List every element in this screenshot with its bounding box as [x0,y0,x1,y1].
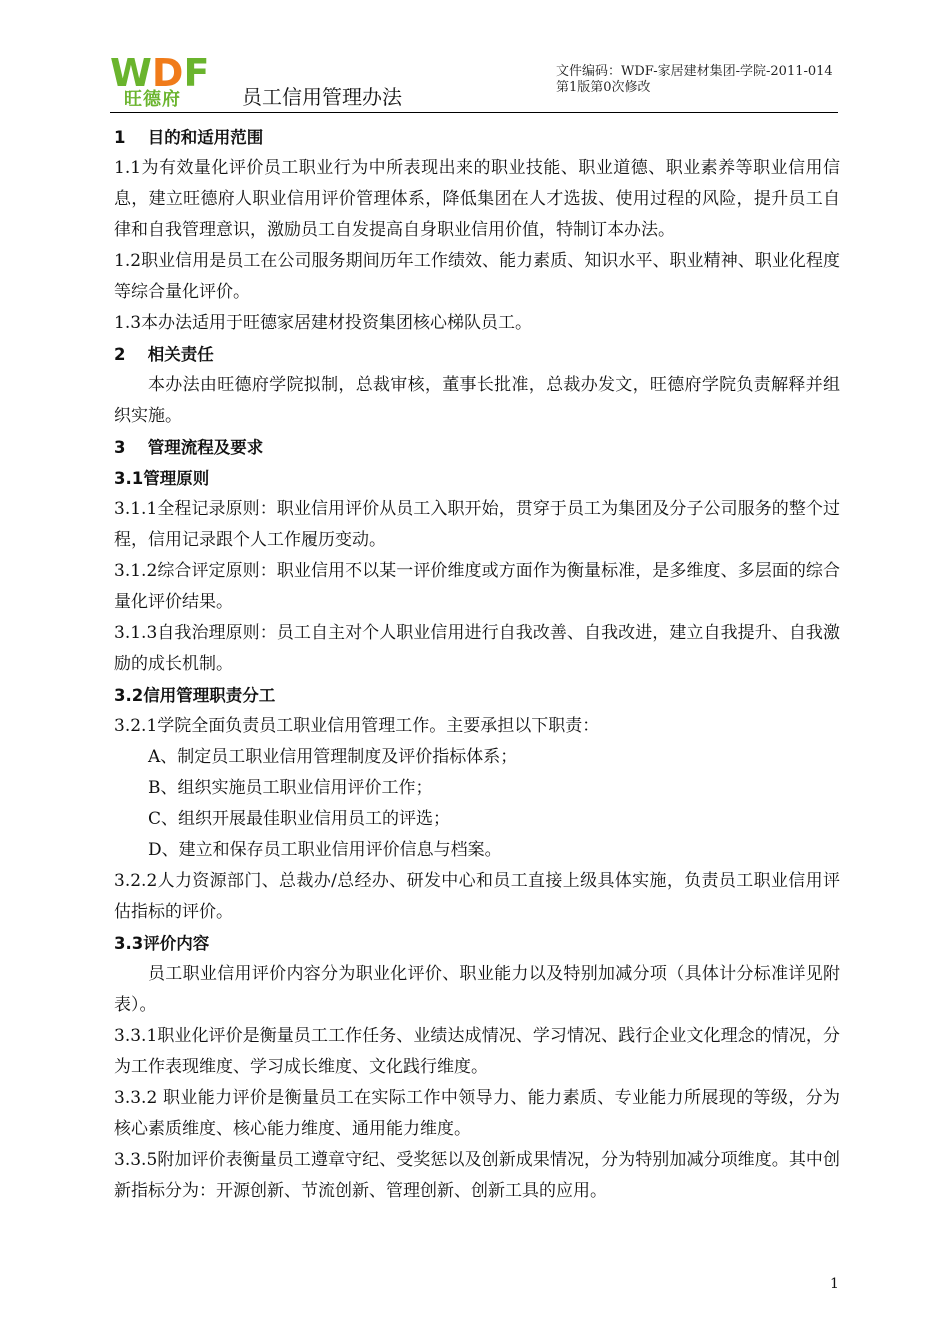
paragraph: 3.3.2 职业能力评价是衡量员工在实际工作中领导力、能力素质、专业能力所展现的等级，分为核心素质维度、核心能力维度、通用能力维度。 [114,1088,840,1139]
list-item: B、组织实施员工职业信用评价工作； [148,778,433,798]
subsection-heading: 3.2信用管理职责分工 [114,686,276,705]
paragraph: 员工职业信用评价内容分为职业化评价、职业能力以及特别加减分项（具体计分标准详见附表）。 [114,964,840,1015]
paragraph: 3.2.1学院全面负责员工职业信用管理工作。主要承担以下职责： [114,716,600,736]
list-item: A、制定员工职业信用管理制度及评价指标体系； [148,747,518,767]
subsection-heading: 3.1管理原则 [114,469,210,488]
page-number: 1 [830,1276,839,1292]
company-logo [110,51,215,112]
section-heading: 3 管理流程及要求 [114,438,264,457]
document-meta [556,64,833,96]
section-heading: 1 目的和适用范围 [114,128,264,147]
list-item: C、组织开展最佳职业信用员工的评选； [148,809,451,829]
document-title: 员工信用管理办法 [242,85,402,109]
logo-chinese-name: 旺德府 [124,89,181,110]
subsection-heading: 3.3评价内容 [114,934,210,953]
section-heading: 2 相关责任 [114,345,214,364]
document-revision: 第1版第0次修改 [556,80,651,95]
paragraph: 本办法由旺德府学院拟制，总裁审核，董事长批准，总裁办发文，旺德府学院负责解释并组织实施。 [114,375,840,426]
list-item: D、建立和保存员工职业信用评价信息与档案。 [148,840,502,860]
paragraph: 3.3.5附加评价表衡量员工遵章守纪、受奖惩以及创新成果情况，分为特别加减分项维度。其中创新指标分为：开源创新、节流创新、管理创新、创新工具的应用。 [114,1150,840,1201]
paragraph: 1.2职业信用是员工在公司服务期间历年工作绩效、能力素质、知识水平、职业精神、职业化程度等综合量化评价。 [114,251,840,302]
paragraph: 3.1.3自我治理原则：员工自主对个人职业信用进行自我改善、自我改进，建立自我提升、自我激励的成长机制。 [114,623,840,674]
paragraph: 3.3.1职业化评价是衡量员工工作任务、业绩达成情况、学习情况、践行企业文化理念的情况，分为工作表现维度、学习成长维度、文化践行维度。 [114,1026,840,1077]
paragraph: 3.1.1全程记录原则：职业信用评价从员工入职开始，贯穿于员工为集团及分子公司服务的整个过程，信用记录跟个人工作履历变动。 [114,499,840,550]
paragraph: 3.1.2综合评定原则：职业信用不以某一评价维度或方面作为衡量标准，是多维度、多层面的综合量化评价结果。 [114,561,840,612]
header-divider [110,112,838,113]
paragraph: 3.2.2人力资源部门、总裁办/总经办、研发中心和员工直接上级具体实施，负责员工职业信用评估指标的评价。 [114,871,840,922]
paragraph: 1.1为有效量化评价员工职业行为中所表现出来的职业技能、职业道德、职业素养等职业信用信息，建立旺德府人职业信用评价管理体系，降低集团在人才选拔、使用过程的风险，提升员工自律和自我管理意识，激励员工自发提高自身职业信用价值，特制订本办法。 [114,158,840,240]
paragraph: 1.3本办法适用于旺德家居建材投资集团核心梯队员工。 [114,313,533,333]
document-code: 文件编码：WDF-家居建材集团-学院-2011-014 [556,64,833,79]
document-body [114,122,840,1207]
logo-letters: W D F [110,51,210,95]
